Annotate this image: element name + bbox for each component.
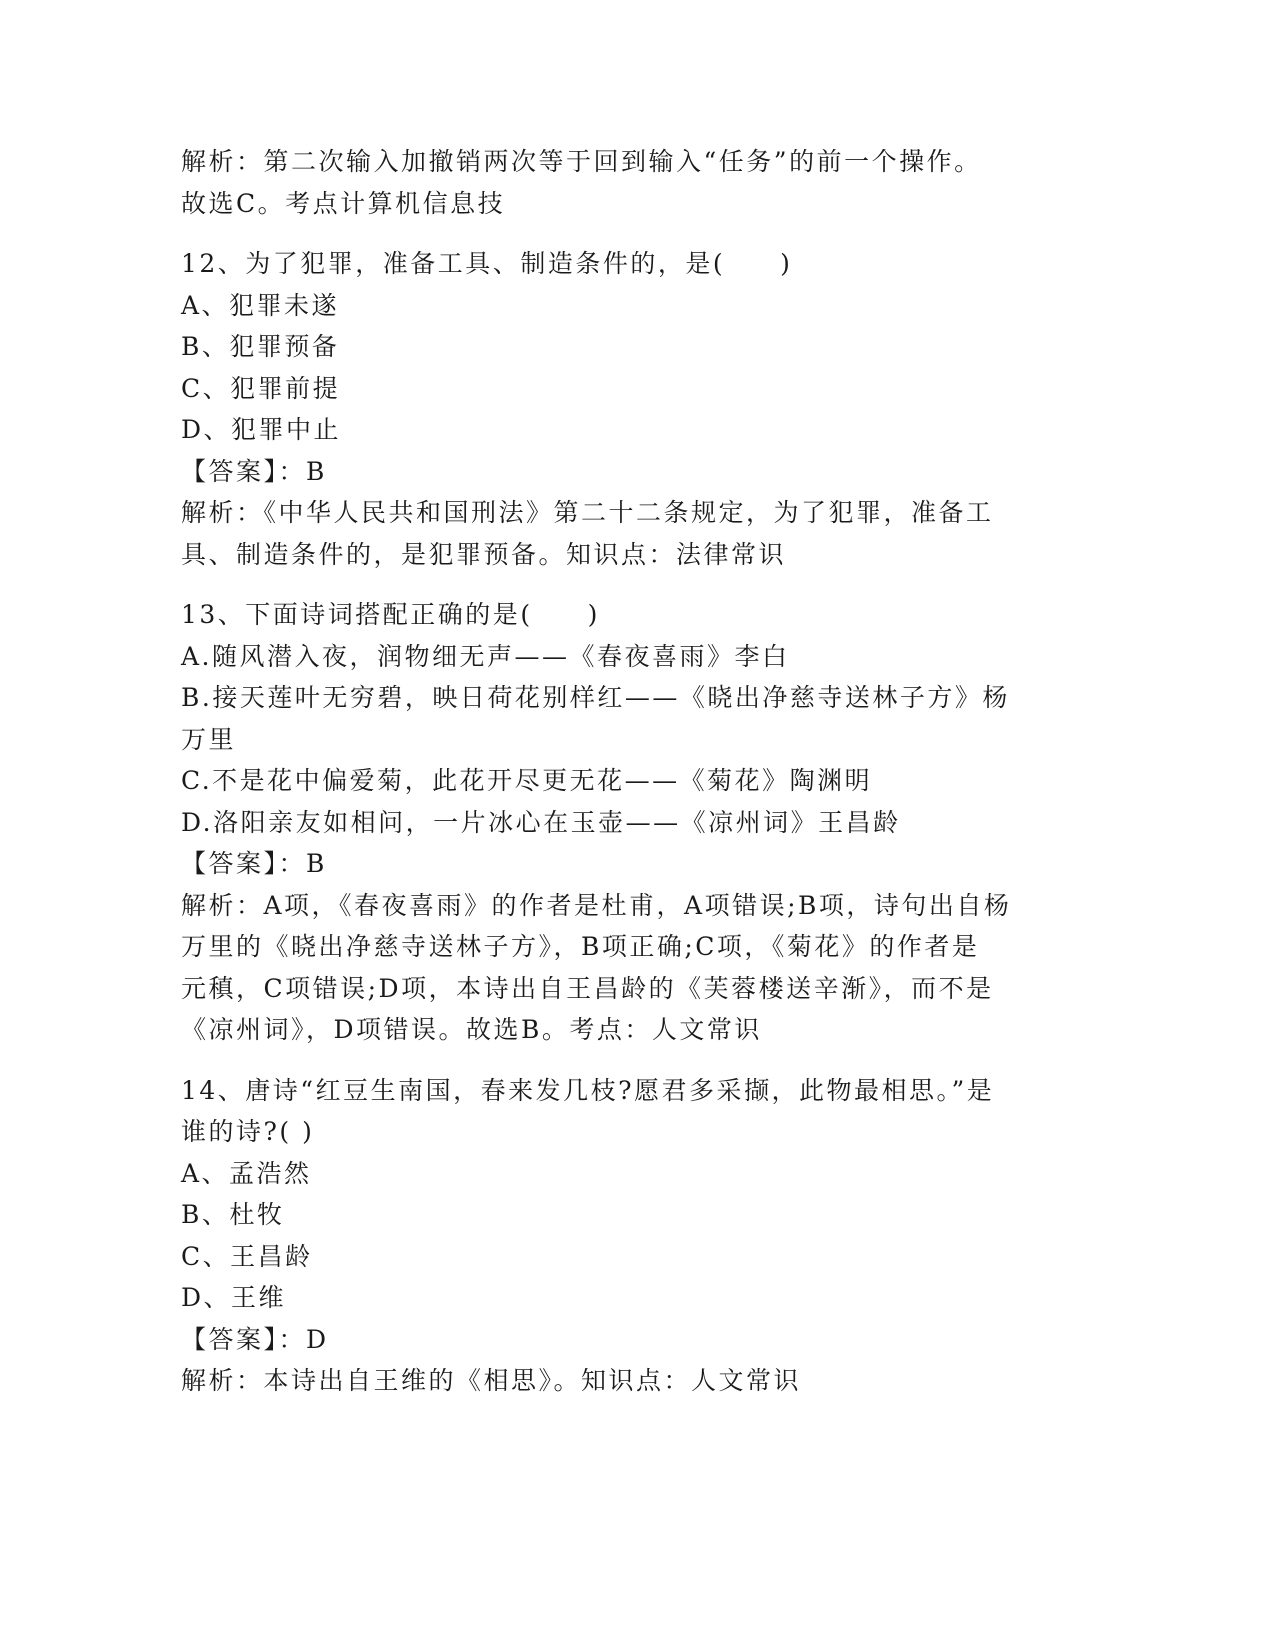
answer-line: 【答案】：D [181, 1324, 329, 1354]
question-14 [181, 1070, 1081, 1402]
option-c: C、犯罪前提 [181, 373, 341, 403]
option-b: B.接天莲叶无穷碧，映日荷花别样红——《晓出净慈寺送林子方》杨 [181, 683, 1010, 712]
option-c: C.不是花中偏爱菊，此花开尽更无花——《菊花》陶渊明 [181, 766, 873, 795]
option-a: A、犯罪未遂 [181, 290, 340, 320]
block-spacer [181, 575, 1081, 594]
option-a: A、孟浩然 [181, 1158, 312, 1188]
block-spacer [181, 224, 1081, 243]
question-text-continued: 谁的诗?( ) [181, 1117, 315, 1146]
question-text: 13、下面诗词搭配正确的是( ) [181, 600, 600, 629]
option-d: D、王维 [181, 1283, 287, 1312]
question-13 [181, 594, 1081, 1051]
analysis-line: 故选C。考点计算机信息技 [181, 188, 506, 218]
answer-line: 【答案】：B [181, 456, 327, 486]
block-spacer [181, 1051, 1081, 1070]
option-d: D、犯罪中止 [181, 415, 342, 444]
page-content [181, 141, 1081, 1402]
option-d: D.洛阳亲友如相问，一片冰心在玉壶——《凉州词》王昌龄 [181, 807, 901, 837]
question-text: 12、为了犯罪，准备工具、制造条件的，是( ) [181, 249, 793, 278]
option-b-continued: 万里 [181, 724, 237, 754]
question-text: 14、唐诗“红豆生南国，春来发几枝?愿君多采撷，此物最相思。”是 [181, 1075, 995, 1105]
question-12 [181, 243, 1081, 575]
analysis-line: 解析：本诗出自王维的《相思》。知识点：人文常识 [181, 1366, 802, 1395]
analysis-line: 《凉州词》，D项错误。故选B。考点：人文常识 [181, 1015, 762, 1044]
option-b: B、犯罪预备 [181, 332, 340, 361]
option-c: C、王昌龄 [181, 1241, 313, 1271]
q11-analysis-block [181, 141, 1081, 224]
analysis-line: 解析：第二次输入加撤销两次等于回到输入“任务”的前一个操作。 [181, 147, 982, 176]
analysis-line: 解析：A项，《春夜喜雨》的作者是杜甫，A项错误;B项，诗句出自杨 [181, 890, 1012, 920]
analysis-line: 解析：《中华人民共和国刑法》第二十二条规定，为了犯罪，准备工 [181, 498, 994, 527]
analysis-line: 具、制造条件的，是犯罪预备。知识点：法律常识 [181, 539, 787, 569]
option-b: B、杜牧 [181, 1200, 285, 1229]
analysis-line: 万里的《晓出净慈寺送林子方》，B项正确;C项，《菊花》的作者是 [181, 932, 980, 961]
answer-line: 【答案】：B [181, 849, 327, 878]
option-a: A.随风潜入夜，润物细无声——《春夜喜雨》李白 [181, 641, 790, 671]
analysis-line: 元稹，C项错误;D项，本诗出自王昌龄的《芙蓉楼送辛渐》，而不是 [181, 973, 994, 1003]
